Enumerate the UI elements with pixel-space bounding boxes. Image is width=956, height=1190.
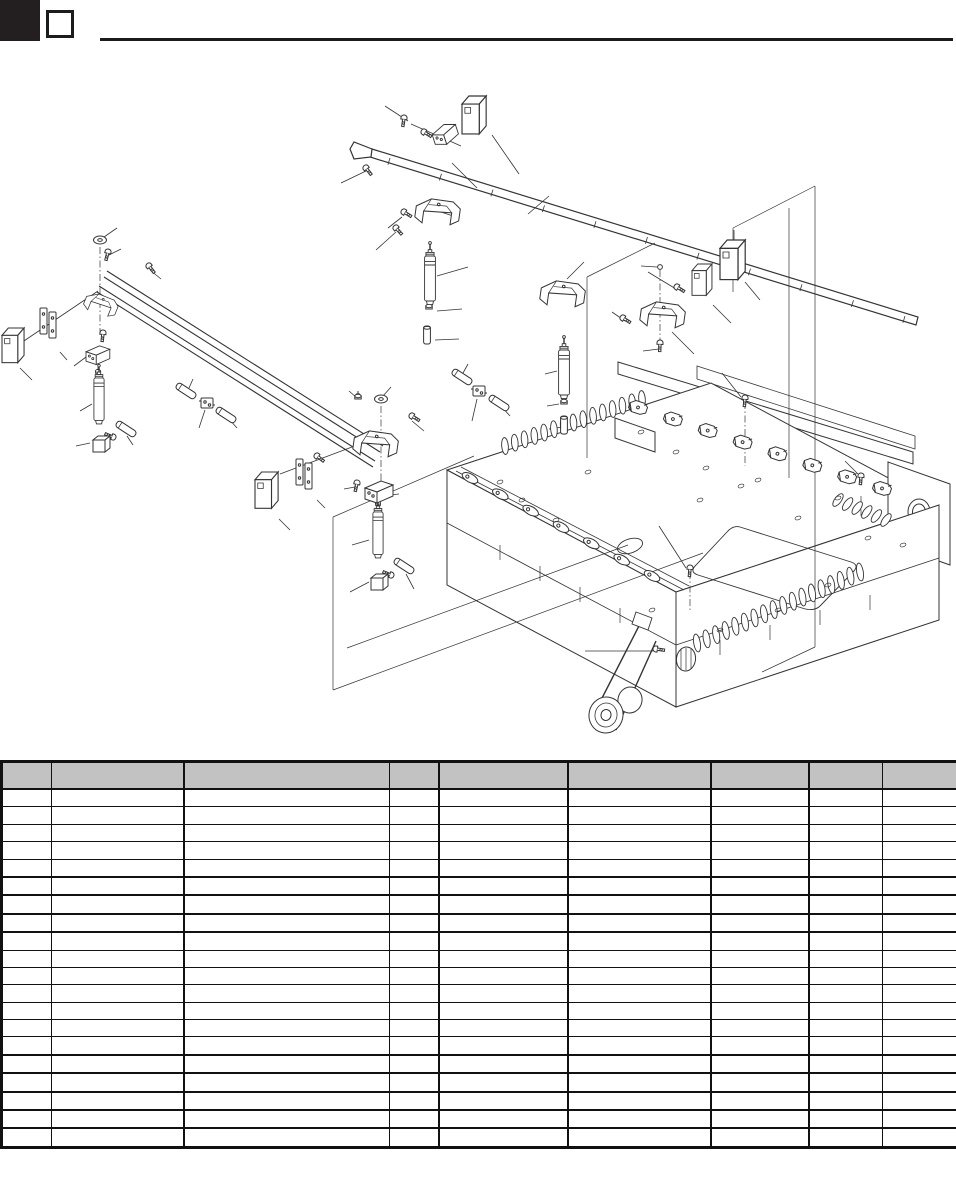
u-bracket: [639, 300, 686, 331]
parts-table-cell: [184, 1055, 390, 1073]
screw: [99, 330, 106, 342]
parts-table-cell: [883, 967, 956, 984]
parts-table-cell: [439, 789, 568, 807]
parts-table-cell: [52, 914, 184, 932]
parts-table-cell: [439, 1092, 568, 1110]
parts-table-cell: [809, 895, 883, 913]
parts-table-cell: [568, 807, 711, 824]
parts-table-cell: [52, 967, 184, 984]
leader-line: [376, 232, 396, 250]
leader-line: [280, 447, 352, 474]
page-number-box: [46, 10, 74, 38]
screw: [619, 314, 632, 325]
parts-table-cell: [883, 807, 956, 824]
parts-table-cell: [2, 789, 52, 807]
parts-table-cell: [52, 1002, 184, 1019]
parts-table-cell: [883, 914, 956, 932]
leader-line: [317, 500, 325, 508]
parts-table-cell: [390, 1020, 439, 1037]
parts-table-cell: [390, 1128, 439, 1147]
parts-table-cell: [390, 914, 439, 932]
l-bracket: [86, 346, 110, 365]
sensor-block: [2, 328, 24, 363]
parts-table-cell: [52, 932, 184, 950]
parts-table-cell: [52, 1020, 184, 1037]
parts-table-cell: [883, 985, 956, 1002]
parts-table-cell: [439, 877, 568, 895]
lead-screw-turn: [618, 397, 626, 414]
leader-line: [350, 582, 369, 592]
parts-table-cell: [2, 824, 52, 841]
u-bracket: [82, 290, 120, 320]
parts-table-cell: [52, 985, 184, 1002]
parts-table-cell: [2, 1002, 52, 1019]
parts-table-cell: [711, 914, 809, 932]
leader-line: [189, 379, 193, 388]
leader-line: [437, 309, 462, 311]
screw: [420, 128, 433, 139]
black-corner-tab: [0, 0, 40, 41]
parts-table-cell: [2, 1128, 52, 1147]
parts-table-cell: [184, 824, 390, 841]
sensor-block: [692, 264, 712, 295]
parts-table: [0, 760, 956, 1149]
parts-table-cell: [883, 1037, 956, 1055]
spacer-tube: [424, 326, 431, 344]
parts-table-cell: [809, 967, 883, 984]
parts-table-header-cell: [184, 762, 390, 790]
parts-table-cell: [809, 842, 883, 859]
gas-damper: [559, 336, 570, 399]
parts-table-cell: [184, 807, 390, 824]
lead-screw-turn: [589, 407, 597, 424]
parts-table-cell: [809, 914, 883, 932]
parts-table-cell: [711, 1073, 809, 1091]
stopper-block: [371, 574, 388, 590]
parts-table-header-cell: [883, 762, 956, 790]
parts-table-cell: [711, 824, 809, 841]
roller-pin: [175, 382, 197, 400]
parts-table-cell: [184, 789, 390, 807]
pivot-ball: [658, 265, 663, 270]
parts-table-cell: [2, 950, 52, 967]
parts-table-cell: [52, 1055, 184, 1073]
parts-table-cell: [390, 1073, 439, 1091]
hinge-plates: [296, 459, 312, 489]
parts-table-cell: [184, 1092, 390, 1110]
washer: [375, 395, 388, 403]
lead-screw-turn: [609, 400, 617, 417]
gas-damper: [373, 498, 383, 558]
parts-table-cell: [2, 859, 52, 877]
parts-table-cell: [439, 1073, 568, 1091]
leader-line: [437, 267, 468, 276]
lead-screw-turn: [569, 414, 577, 431]
roller-pin: [451, 368, 473, 386]
parts-table-cell: [711, 789, 809, 807]
parts-table-cell: [52, 1110, 184, 1128]
parts-table-cell: [52, 824, 184, 841]
parts-table-cell: [711, 967, 809, 984]
parts-table-cell: [568, 1020, 711, 1037]
parts-table-cell: [52, 950, 184, 967]
projection-plane-line: [587, 243, 655, 277]
parts-table-cell: [52, 807, 184, 824]
parts-table-cell: [809, 950, 883, 967]
parts-table-cell: [439, 1055, 568, 1073]
chassis-assembly: [447, 362, 950, 736]
parts-table-cell: [883, 1002, 956, 1019]
parts-table-cell: [2, 914, 52, 932]
parts-table-cell: [184, 950, 390, 967]
parts-table-cell: [439, 807, 568, 824]
parts-table-cell: [568, 1073, 711, 1091]
parts-table-cell: [883, 789, 956, 807]
stopper-block: [93, 436, 110, 452]
parts-table-cell: [184, 877, 390, 895]
parts-table-cell: [568, 1002, 711, 1019]
parts-table-cell: [390, 877, 439, 895]
screw: [408, 412, 421, 423]
parts-table-cell: [390, 1092, 439, 1110]
hinge-plates: [40, 308, 56, 338]
leader-line: [713, 305, 731, 323]
parts-table-cell: [2, 1073, 52, 1091]
parts-table-cell: [439, 985, 568, 1002]
sensor-block: [462, 96, 486, 134]
parts-table-cell: [390, 967, 439, 984]
leader-line: [567, 262, 584, 279]
parts-table-cell: [184, 1128, 390, 1147]
parts-table-cell: [711, 932, 809, 950]
l-bracket: [365, 481, 393, 503]
parts-table-cell: [809, 859, 883, 877]
leader-line: [199, 410, 205, 428]
u-bracket: [539, 279, 586, 310]
parts-table-header-cell: [2, 762, 52, 790]
parts-table-cell: [711, 1020, 809, 1037]
parts-table-cell: [184, 914, 390, 932]
parts-table-cell: [184, 985, 390, 1002]
exploded-parts-diagram: [0, 44, 956, 760]
u-bracket: [414, 197, 461, 228]
parts-table-cell: [809, 1128, 883, 1147]
leader-line: [492, 135, 519, 174]
leader-line: [104, 228, 117, 237]
parts-table-cell: [184, 1002, 390, 1019]
parts-table-cell: [390, 859, 439, 877]
parts-table-cell: [883, 1073, 956, 1091]
parts-table-cell: [439, 895, 568, 913]
parts-table-cell: [439, 950, 568, 967]
parts-table-cell: [390, 1110, 439, 1128]
screw: [352, 479, 360, 492]
parts-table-cell: [568, 789, 711, 807]
parts-table-cell: [809, 1002, 883, 1019]
parts-table-cell: [52, 895, 184, 913]
parts-table-cell: [711, 1128, 809, 1147]
sensor-block: [720, 240, 745, 280]
leader-line: [383, 387, 391, 396]
parts-table-cell: [711, 877, 809, 895]
leader-line: [547, 404, 559, 406]
parts-table-cell: [809, 1073, 883, 1091]
parts-table-cell: [52, 842, 184, 859]
parts-table-cell: [184, 895, 390, 913]
parts-table-header-cell: [390, 762, 439, 790]
parts-table-cell: [2, 1020, 52, 1037]
parts-table-cell: [809, 932, 883, 950]
gas-damper: [425, 242, 436, 305]
parts-table-cell: [568, 985, 711, 1002]
parts-table-cell: [809, 1055, 883, 1073]
parts-table-cell: [439, 824, 568, 841]
leader-line: [344, 487, 355, 489]
parts-table-cell: [568, 914, 711, 932]
parts-table-cell: [711, 1037, 809, 1055]
pin-joint: [199, 398, 215, 408]
parts-table-cell: [711, 859, 809, 877]
parts-table-cell: [52, 859, 184, 877]
washer: [94, 236, 107, 244]
parts-table-cell: [184, 1037, 390, 1055]
screw: [145, 262, 157, 275]
parts-table-cell: [2, 807, 52, 824]
parts-table-cell: [809, 789, 883, 807]
parts-table-cell: [2, 1055, 52, 1073]
parts-table-cell: [439, 1020, 568, 1037]
parts-table-cell: [2, 842, 52, 859]
parts-table-cell: [883, 932, 956, 950]
parts-table-header-cell: [809, 762, 883, 790]
parts-table-cell: [184, 859, 390, 877]
parts-table-cell: [809, 1037, 883, 1055]
parts-table-cell: [809, 824, 883, 841]
parts-table-cell: [883, 1055, 956, 1073]
roller-pin: [393, 557, 415, 575]
leader-line: [352, 540, 369, 545]
parts-table-cell: [2, 932, 52, 950]
parts-table-cell: [568, 859, 711, 877]
parts-table-cell: [711, 895, 809, 913]
parts-table-cell: [883, 950, 956, 967]
parts-table-cell: [883, 842, 956, 859]
parts-table-cell: [184, 1020, 390, 1037]
leader-line: [545, 371, 557, 374]
parts-table-cell: [2, 967, 52, 984]
parts-table-cell: [711, 842, 809, 859]
roller-pin: [115, 420, 137, 438]
parts-table-cell: [52, 1037, 184, 1055]
leader-line: [648, 272, 676, 289]
parts-table-cell: [568, 1055, 711, 1073]
screw: [400, 115, 408, 127]
parts-table-cell: [809, 985, 883, 1002]
parts-table-cell: [439, 1128, 568, 1147]
parts-table-cell: [390, 932, 439, 950]
projection-plane-line: [733, 186, 815, 228]
parts-table-cell: [883, 1128, 956, 1147]
parts-table-cell: [568, 877, 711, 895]
parts-table-cell: [568, 932, 711, 950]
parts-table-header-cell: [439, 762, 568, 790]
screw: [362, 164, 374, 177]
leader-line: [20, 368, 32, 380]
parts-table-cell: [2, 985, 52, 1002]
parts-table-cell: [439, 1002, 568, 1019]
parts-table-cell: [52, 1073, 184, 1091]
parts-table-cell: [439, 932, 568, 950]
parts-table-cell: [184, 1073, 390, 1091]
parts-table-cell: [883, 824, 956, 841]
parts-table-cell: [390, 1055, 439, 1073]
parts-table-cell: [2, 1092, 52, 1110]
u-bracket: [352, 429, 399, 460]
parts-table-cell: [52, 1092, 184, 1110]
parts-table-cell: [439, 967, 568, 984]
parts-table-cell: [52, 1128, 184, 1147]
spacer-tube: [561, 416, 568, 434]
leader-line: [412, 421, 424, 431]
parts-table-cell: [883, 877, 956, 895]
parts-table-cell: [883, 859, 956, 877]
parts-table-cell: [711, 950, 809, 967]
leader-line: [472, 399, 477, 421]
parts-table-cell: [439, 914, 568, 932]
parts-table-cell: [2, 1110, 52, 1128]
lead-screw-turn: [579, 410, 587, 427]
parts-table-cell: [711, 807, 809, 824]
parts-table-cell: [184, 842, 390, 859]
parts-table-cell: [883, 895, 956, 913]
parts-table-cell: [390, 789, 439, 807]
parts-table-cell: [2, 1037, 52, 1055]
parts-table-cell: [184, 1110, 390, 1128]
parts-table-cell: [2, 895, 52, 913]
parts-table-cell: [390, 1002, 439, 1019]
parts-table-cell: [390, 950, 439, 967]
parts-table-cell: [568, 950, 711, 967]
parts-table-cell: [439, 842, 568, 859]
leader-line: [435, 339, 459, 340]
screw: [673, 283, 686, 294]
roller-pin: [215, 406, 237, 424]
parts-table-holder: [0, 760, 956, 1149]
leader-line: [745, 282, 760, 300]
leader-line: [341, 171, 366, 183]
parts-table-cell: [568, 1092, 711, 1110]
parts-table-cell: [52, 789, 184, 807]
parts-table-cell: [568, 967, 711, 984]
leader-line: [74, 357, 86, 366]
parts-table-cell: [568, 1110, 711, 1128]
parts-table-cell: [184, 932, 390, 950]
parts-table-header-cell: [52, 762, 184, 790]
parts-table-cell: [711, 1092, 809, 1110]
leader-line: [80, 404, 92, 411]
parts-table-cell: [390, 807, 439, 824]
parts-table-cell: [883, 1092, 956, 1110]
lead-screw-turn: [599, 404, 607, 421]
parts-table-cell: [184, 967, 390, 984]
parts-table-cell: [809, 877, 883, 895]
pin-joint: [471, 386, 487, 396]
parts-table-cell: [390, 842, 439, 859]
parts-table-cell: [809, 1020, 883, 1037]
parts-table-cell: [2, 877, 52, 895]
parts-table-cell: [52, 877, 184, 895]
parts-table-cell: [711, 1055, 809, 1073]
leader-line: [60, 352, 67, 360]
left-mounting-rail: [97, 271, 383, 467]
parts-table-cell: [809, 807, 883, 824]
parts-table-cell: [809, 1110, 883, 1128]
leader-line: [463, 364, 468, 373]
leader-line: [643, 349, 659, 351]
parts-table-cell: [568, 824, 711, 841]
parts-table-cell: [568, 1037, 711, 1055]
leader-line: [279, 519, 290, 530]
leader-line: [641, 266, 657, 267]
parts-table-cell: [439, 1110, 568, 1128]
parts-table-cell: [711, 985, 809, 1002]
screw: [657, 340, 663, 352]
parts-table-cell: [809, 1092, 883, 1110]
parts-table-cell: [390, 895, 439, 913]
parts-table-cell: [390, 985, 439, 1002]
parts-table-cell: [883, 1110, 956, 1128]
leader-line: [76, 443, 90, 446]
sensor-block: [255, 472, 278, 508]
parts-table-cell: [568, 1128, 711, 1147]
square-nut: [355, 391, 361, 399]
parts-table-cell: [568, 895, 711, 913]
parts-table-cell: [568, 842, 711, 859]
parts-table-cell: [883, 1020, 956, 1037]
parts-table-header-cell: [568, 762, 711, 790]
parts-table-cell: [439, 859, 568, 877]
parts-table-cell: [390, 1037, 439, 1055]
parts-table-cell: [439, 1037, 568, 1055]
leader-line: [406, 574, 414, 589]
parts-table-header-cell: [711, 762, 809, 790]
roller-pin: [488, 394, 510, 412]
header-rule: [100, 38, 953, 41]
parts-table-cell: [711, 1002, 809, 1019]
parts-table-cell: [711, 1110, 809, 1128]
parts-table-cell: [390, 824, 439, 841]
leader-line: [672, 332, 694, 354]
